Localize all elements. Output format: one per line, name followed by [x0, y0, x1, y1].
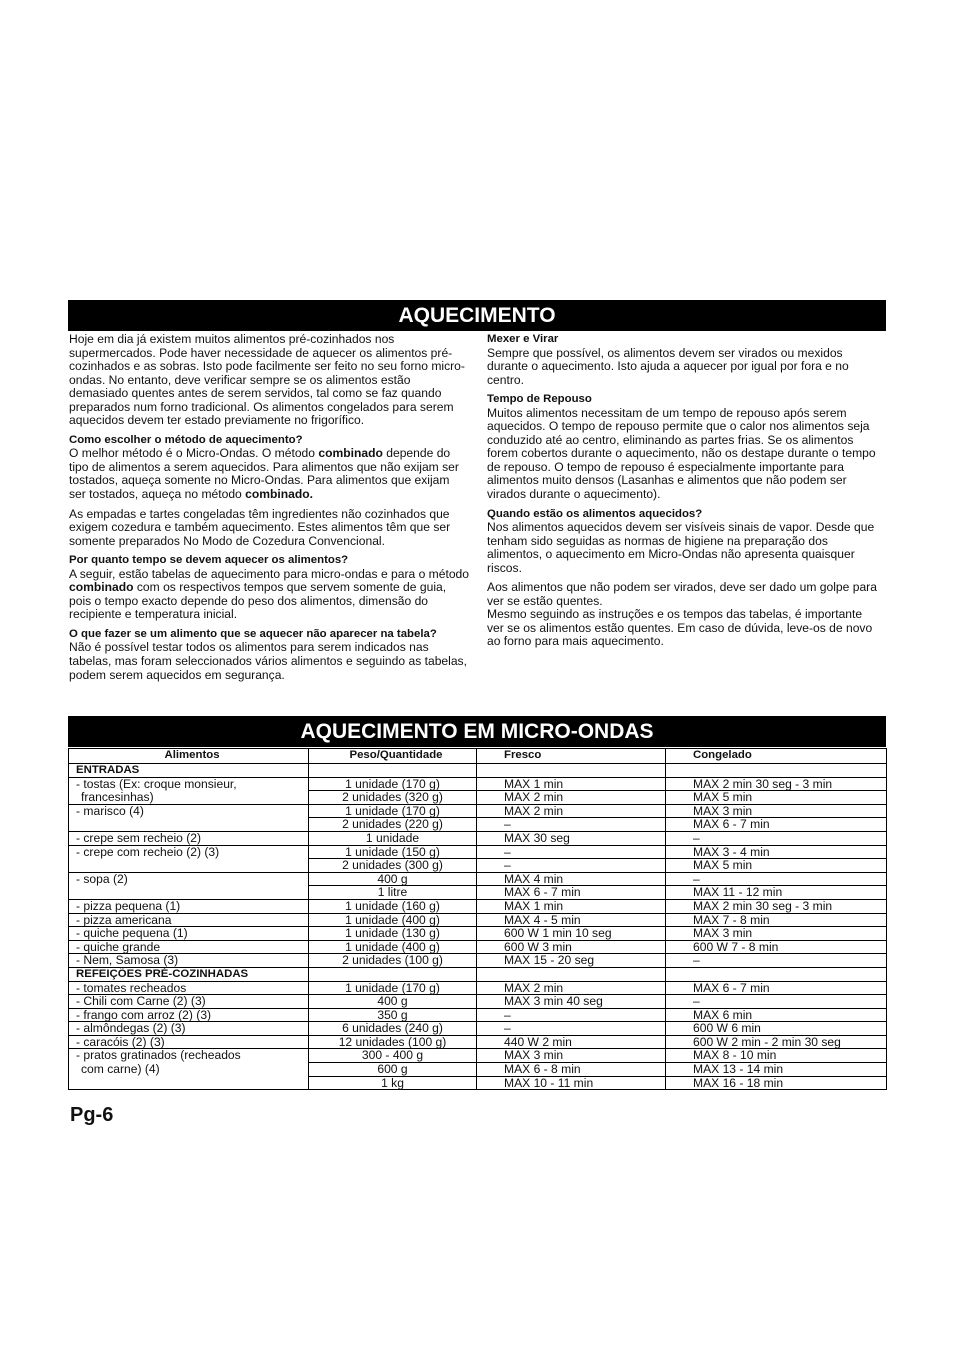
cell-fresco: MAX 2 min [477, 981, 666, 995]
rest-paragraph: Muitos alimentos necessitam de um tempo de repouso após serem aquecidos. O tempo de repouso permite que o calor nos alimentos seja conduzido até ao centro, eliminando as partes frias. Se os alimentos forem cobertos durante o aquecimento, não os destape durante o tempo de repouso. O tempo de repouso é especialmente importante para alimentos muito densos (Lasanhas e alimentos que não podem ser virados durante o aquecimento). [487, 405, 876, 502]
cell-congelado [666, 967, 887, 981]
cell-congelado: MAX 2 min 30 seg - 3 min [666, 777, 887, 791]
heading-time: Por quanto tempo se devem aquecer os alimentos? [69, 554, 349, 567]
cell-alimento: - frango com arroz (2) (3) [69, 1008, 309, 1022]
cell-alimento: - crepe sem recheio (2) [69, 831, 309, 845]
cell-alimento: - Nem, Samosa (3) [69, 954, 309, 968]
table-row [69, 1035, 887, 1049]
cell-peso: 1 kg [309, 1076, 477, 1090]
header-alimentos: Alimentos [69, 749, 309, 764]
stir-paragraph: Sempre que possível, os alimentos devem ser virados ou mexidos durante o aquecimento. Isto ajuda a aquecer por igual por fora e no centro. [487, 345, 849, 387]
table-header-row [69, 749, 887, 764]
cell-peso: 1 unidade (170 g) [309, 804, 477, 818]
cell-peso: 400 g [309, 995, 477, 1009]
cell-congelado [666, 764, 887, 778]
cell-fresco: 440 W 2 min [477, 1035, 666, 1049]
left-column [69, 333, 469, 688]
cell-alimento: - Chili com Carne (2) (3) [69, 995, 309, 1009]
cell-peso: 1 unidade (130 g) [309, 927, 477, 941]
cell-alimento: - sopa (2) [69, 872, 309, 886]
section-banner-micro-ondas: AQUECIMENTO EM MICRO-ONDAS [68, 716, 886, 747]
cell-congelado: MAX 6 - 7 min [666, 818, 887, 832]
cell-congelado: MAX 6 - 7 min [666, 981, 887, 995]
cell-peso: 2 unidades (220 g) [309, 818, 477, 832]
cell-alimento: - pratos gratinados (recheados [69, 1049, 309, 1063]
cell-alimento: - tomates recheados [69, 981, 309, 995]
cell-peso: 1 unidade [309, 831, 477, 845]
missing-paragraph: Não é possível testar todos os alimentos para serem indicados nas tabelas, mas foram seleccionados vários alimentos e seguindo as tabelas, podem serem aquecidos em segurança. [69, 640, 467, 682]
heating-table [68, 748, 887, 1090]
stab-paragraph: Aos alimentos que não podem ser virados, deve ser dado um golpe para ver se estão quentes. [487, 580, 877, 608]
cell-fresco: – [477, 859, 666, 873]
time-paragraph: A seguir, estão tabelas de aquecimento para micro-ondas e para o método combinado com os respectivos tempos que servem somente de guia, pois o tempo exacto depende do peso dos alimentos, dimensão do recipiente e temperatura inicial. [69, 566, 470, 622]
cell-peso: 350 g [309, 1008, 477, 1022]
cell-congelado: – [666, 954, 887, 968]
cell-congelado: 600 W 7 - 8 min [666, 940, 887, 954]
cell-peso: 2 unidades (320 g) [309, 791, 477, 805]
cell-alimento: francesinhas) [69, 791, 309, 805]
method-paragraph: O melhor método é o Micro-Ondas. O método combinado depende do tipo de alimentos a serem aquecidos. Para alimentos que não exijam ser tostados, aqueça somente no Micro-Ondas. Para alimentos que exijam ser tostados, aqueça no método combinado. [69, 446, 459, 502]
cell-congelado: MAX 11 - 12 min [666, 886, 887, 900]
cell-fresco: 600 W 1 min 10 seg [477, 927, 666, 941]
cell-peso [309, 967, 477, 981]
cell-congelado: – [666, 831, 887, 845]
table-row [69, 859, 887, 873]
table-row [69, 899, 887, 913]
cell-fresco: – [477, 845, 666, 859]
section-banner-aquecimento: AQUECIMENTO [68, 300, 886, 331]
cell-congelado: MAX 6 min [666, 1008, 887, 1022]
table-row [69, 791, 887, 805]
table-row [69, 967, 887, 981]
cell-congelado: MAX 5 min [666, 791, 887, 805]
cell-fresco: – [477, 1008, 666, 1022]
cell-fresco: MAX 3 min 40 seg [477, 995, 666, 1009]
table-row [69, 764, 887, 778]
table-row [69, 804, 887, 818]
cell-peso: 300 - 400 g [309, 1049, 477, 1063]
cell-alimento: REFEIÇÕES PRÉ-COZINHADAS [69, 967, 309, 981]
table-row [69, 1076, 887, 1090]
table-row [69, 777, 887, 791]
table-row [69, 940, 887, 954]
cell-peso: 400 g [309, 872, 477, 886]
cell-fresco: MAX 1 min [477, 899, 666, 913]
cell-alimento: - almôndegas (2) (3) [69, 1022, 309, 1036]
cell-alimento: - pizza americana [69, 913, 309, 927]
cell-peso: 1 unidade (400 g) [309, 913, 477, 927]
cell-alimento [69, 818, 309, 832]
cell-peso: 1 unidade (400 g) [309, 940, 477, 954]
cell-fresco: – [477, 818, 666, 832]
cell-peso: 12 unidades (100 g) [309, 1035, 477, 1049]
check-paragraph: Mesmo seguindo as instruções e os tempos das tabelas, é importante ver se os alimentos estão quentes. Em caso de dúvida, leve-os de novo ao forno para mais aquecimento. [487, 607, 873, 649]
cell-alimento [69, 1076, 309, 1090]
cell-alimento: - tostas (Ex: croque monsieur, [69, 777, 309, 791]
cell-congelado: – [666, 995, 887, 1009]
cell-fresco: MAX 30 seg [477, 831, 666, 845]
table-row [69, 913, 887, 927]
cell-congelado: – [666, 872, 887, 886]
cell-peso [309, 764, 477, 778]
cell-alimento [69, 859, 309, 873]
cell-fresco: MAX 6 - 7 min [477, 886, 666, 900]
cell-peso: 2 unidades (100 g) [309, 954, 477, 968]
table-row [69, 954, 887, 968]
table-row [69, 1049, 887, 1063]
cell-peso: 1 unidade (150 g) [309, 845, 477, 859]
intro-paragraph: Hoje em dia já existem muitos alimentos pré-cozinhados nos supermercados. Pode haver necessidade de aquecer os alimentos pré-cozinhados e as sobras. Isto pode facilmente ser feito no seu forno micro-ondas. No entanto, deve verificar sempre se os alimentos estão demasiado quentes antes de serem servidos, tal como se faz quando preparados num forno tradicional. Os alimentos congelados para serem aquecidos devem ter estado previamente no frigorífico. [69, 332, 465, 428]
pies-paragraph: As empadas e tartes congeladas têm ingredientes não cozinhados que exigem cozedura e também aquecimento. Estes alimentos têm que ser somente preparados No Modo de Cozedura Convencional. [69, 506, 451, 548]
cell-alimento: - quiche pequena (1) [69, 927, 309, 941]
table-row [69, 818, 887, 832]
cell-alimento: - caracóis (2) (3) [69, 1035, 309, 1049]
header-peso: Peso/Quantidade [309, 749, 477, 764]
cell-fresco: MAX 1 min [477, 777, 666, 791]
cell-fresco: MAX 2 min [477, 804, 666, 818]
cell-peso: 2 unidades (300 g) [309, 859, 477, 873]
cell-congelado: MAX 13 - 14 min [666, 1063, 887, 1077]
cell-peso: 1 unidade (170 g) [309, 981, 477, 995]
table-row [69, 995, 887, 1009]
cell-fresco: MAX 10 - 11 min [477, 1076, 666, 1090]
cell-peso: 1 litre [309, 886, 477, 900]
cell-fresco: MAX 4 - 5 min [477, 913, 666, 927]
heading-stir: Mexer e Virar [487, 333, 559, 345]
cell-congelado: MAX 7 - 8 min [666, 913, 887, 927]
cell-fresco: MAX 6 - 8 min [477, 1063, 666, 1077]
table-row [69, 927, 887, 941]
cell-alimento: - pizza pequena (1) [69, 899, 309, 913]
cell-alimento: ENTRADAS [69, 764, 309, 778]
cell-fresco: 600 W 3 min [477, 940, 666, 954]
cell-congelado: MAX 5 min [666, 859, 887, 873]
cell-alimento: com carne) (4) [69, 1063, 309, 1077]
table-row [69, 886, 887, 900]
cell-fresco: – [477, 1022, 666, 1036]
cell-peso: 1 unidade (160 g) [309, 899, 477, 913]
cell-congelado: MAX 8 - 10 min [666, 1049, 887, 1063]
cell-peso: 6 unidades (240 g) [309, 1022, 477, 1036]
cell-fresco: MAX 3 min [477, 1049, 666, 1063]
cell-congelado: MAX 3 min [666, 804, 887, 818]
header-fresco: Fresco [477, 749, 666, 764]
cell-fresco: MAX 15 - 20 seg [477, 954, 666, 968]
heated-paragraph: Nos alimentos aquecidos devem ser visíveis sinais de vapor. Desde que tenham sido seguidas as normas de higiene na preparação dos alimentos, o aquecimento em Micro-Ondas não apresenta quaisquer riscos. [487, 520, 875, 575]
cell-peso: 1 unidade (170 g) [309, 777, 477, 791]
cell-alimento: - crepe com recheio (2) (3) [69, 845, 309, 859]
header-congelado: Congelado [666, 749, 887, 764]
cell-fresco [477, 967, 666, 981]
cell-fresco [477, 764, 666, 778]
heading-method: Como escolher o método de aquecimento? [69, 433, 303, 446]
cell-alimento: - quiche grande [69, 940, 309, 954]
cell-peso: 600 g [309, 1063, 477, 1077]
cell-alimento [69, 886, 309, 900]
table-row [69, 845, 887, 859]
table-row [69, 1063, 887, 1077]
cell-congelado: MAX 3 - 4 min [666, 845, 887, 859]
table-row [69, 872, 887, 886]
page-number: Pg-6 [70, 1104, 114, 1126]
table-body [69, 764, 887, 1090]
table-row [69, 1008, 887, 1022]
cell-congelado: MAX 2 min 30 seg - 3 min [666, 899, 887, 913]
cell-fresco: MAX 4 min [477, 872, 666, 886]
table-row [69, 831, 887, 845]
cell-congelado: MAX 16 - 18 min [666, 1076, 887, 1090]
cell-alimento: - marisco (4) [69, 804, 309, 818]
cell-congelado: 600 W 2 min - 2 min 30 seg [666, 1035, 887, 1049]
cell-congelado: MAX 3 min [666, 927, 887, 941]
heading-heated: Quando estão os alimentos aquecidos? [487, 507, 703, 520]
cell-fresco: MAX 2 min [477, 791, 666, 805]
cell-congelado: 600 W 6 min [666, 1022, 887, 1036]
table-row [69, 1022, 887, 1036]
right-column [487, 333, 881, 655]
heading-missing: O que fazer se um alimento que se aquecer não aparecer na tabela? [69, 627, 437, 640]
heading-rest: Tempo de Repouso [487, 393, 592, 406]
table-row [69, 981, 887, 995]
